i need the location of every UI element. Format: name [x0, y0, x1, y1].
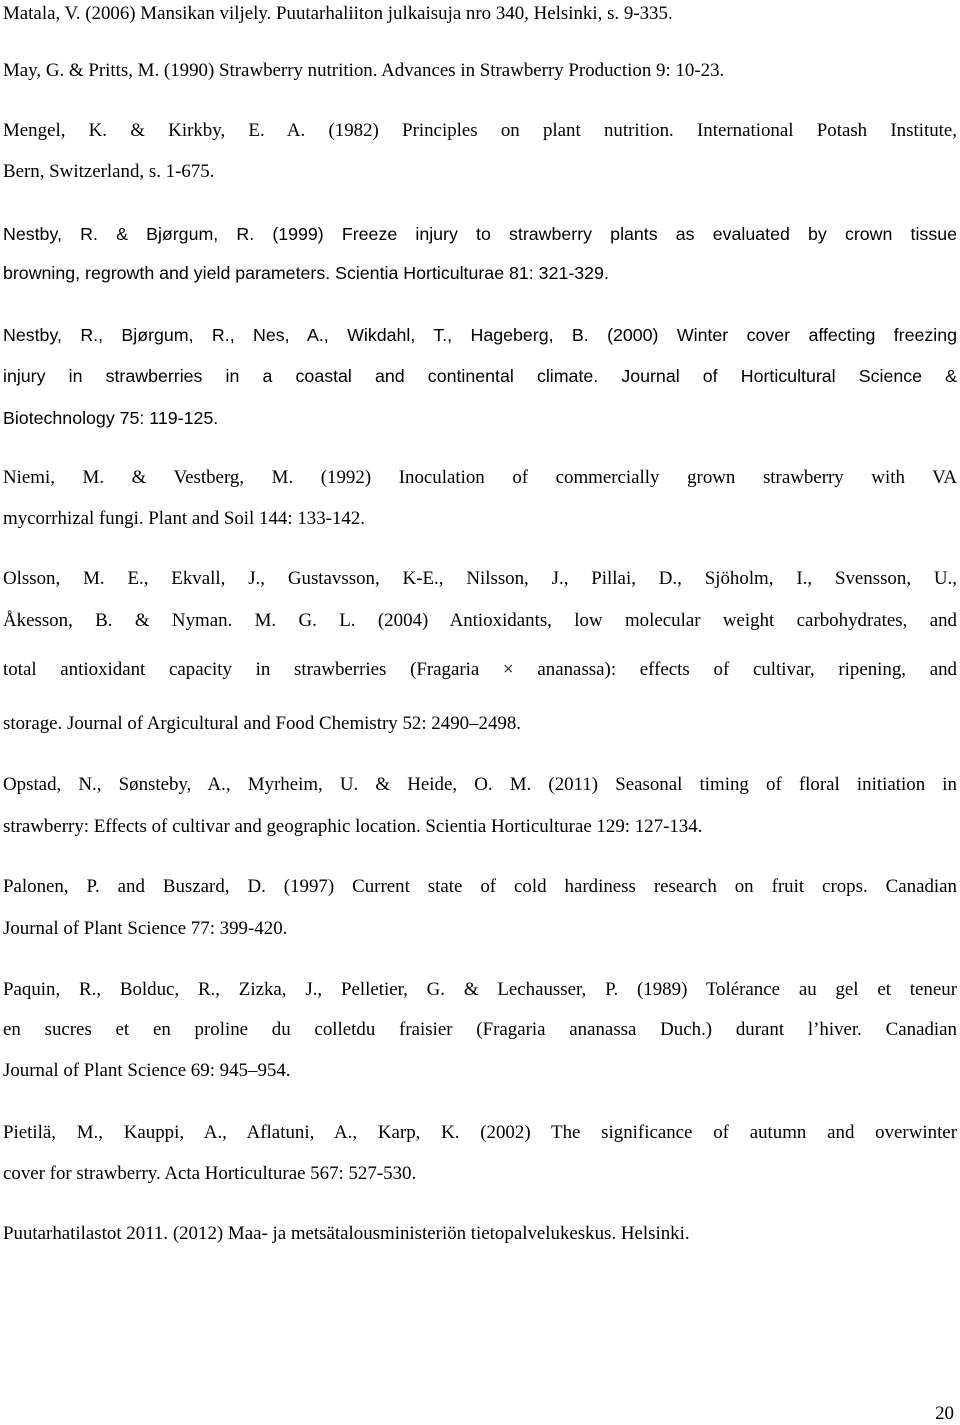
reference-puutarhatilastot — [3, 1225, 957, 1244]
reference-line: Pietilä, M., Kauppi, A., Aflatuni, A., Karp, K. (2002) The significance of autumn and overwinter — [3, 1122, 957, 1143]
reference-line: en sucres et en proline du colletdu fraisier (Fragaria ananassa Duch.) durant l’hiver. Canadian — [3, 1019, 957, 1040]
reference-line: Olsson, M. E., Ekvall, J., Gustavsson, K-E., Nilsson, J., Pillai, D., Sjöholm, I., Svensson, U., — [3, 568, 957, 589]
reference-line: Niemi, M. & Vestberg, M. (1992) Inoculation of commercially grown strawberry with VA — [3, 467, 957, 488]
reference-line: Mengel, K. & Kirkby, E. A. (1982) Principles on plant nutrition. International Potash Institute, — [3, 120, 957, 141]
reference-matala — [3, 5, 957, 24]
reference-line: strawberry: Effects of cultivar and geographic location. Scientia Horticulturae 129: 127-134. — [3, 816, 703, 837]
reference-line: total antioxidant capacity in strawberries (Fragaria × ananassa): effects of cultivar, ripening, and — [3, 659, 957, 680]
reference-line: injury in strawberries in a coastal and continental climate. Journal of Horticultural Science & — [3, 366, 957, 386]
reference-line: Journal of Plant Science 69: 945–954. — [3, 1060, 291, 1081]
reference-line: Opstad, N., Sønsteby, A., Myrheim, U. & Heide, O. M. (2011) Seasonal timing of floral initiation in — [3, 774, 957, 795]
reference-line: browning, regrowth and yield parameters. Scientia Horticulturae 81: 321-329. — [3, 263, 609, 283]
reference-line: Paquin, R., Bolduc, R., Zizka, J., Pelletier, G. & Lechausser, P. (1989) Tolérance au gel et teneur — [3, 979, 957, 1000]
reference-line: storage. Journal of Argicultural and Food Chemistry 52: 2490–2498. — [3, 713, 522, 734]
reference-line: Nestby, R., Bjørgum, R., Nes, A., Wikdahl, T., Hageberg, B. (2000) Winter cover affecting freezing — [3, 325, 957, 345]
reference-line: Nestby, R. & Bjørgum, R. (1999) Freeze injury to strawberry plants as evaluated by crown tissue — [3, 224, 957, 244]
page-number: 20 — [935, 1403, 954, 1424]
reference-line: Journal of Plant Science 77: 399-420. — [3, 918, 288, 939]
reference-line: mycorrhizal fungi. Plant and Soil 144: 133-142. — [3, 508, 366, 529]
reference-may — [3, 62, 957, 81]
reference-line: Puutarhatilastot 2011. (2012) Maa- ja metsätalousministeriön tietopalvelukeskus. Helsinki. — [3, 1223, 690, 1244]
reference-line: May, G. & Pritts, M. (1990) Strawberry nutrition. Advances in Strawberry Production 9: 10-23. — [3, 60, 725, 81]
reference-line: Matala, V. (2006) Mansikan viljely. Puutarhaliiton julkaisuja nro 340, Helsinki, s. 9-335. — [3, 3, 673, 24]
reference-line: Åkesson, B. & Nyman. M. G. L. (2004) Antioxidants, low molecular weight carbohydrates, and — [3, 610, 957, 631]
reference-line: cover for strawberry. Acta Horticulturae 567: 527-530. — [3, 1163, 417, 1184]
reference-line: Palonen, P. and Buszard, D. (1997) Current state of cold hardiness research on fruit crops. Canadian — [3, 876, 957, 897]
reference-line: Biotechnology 75: 119-125. — [3, 408, 219, 428]
reference-line: Bern, Switzerland, s. 1-675. — [3, 161, 215, 182]
